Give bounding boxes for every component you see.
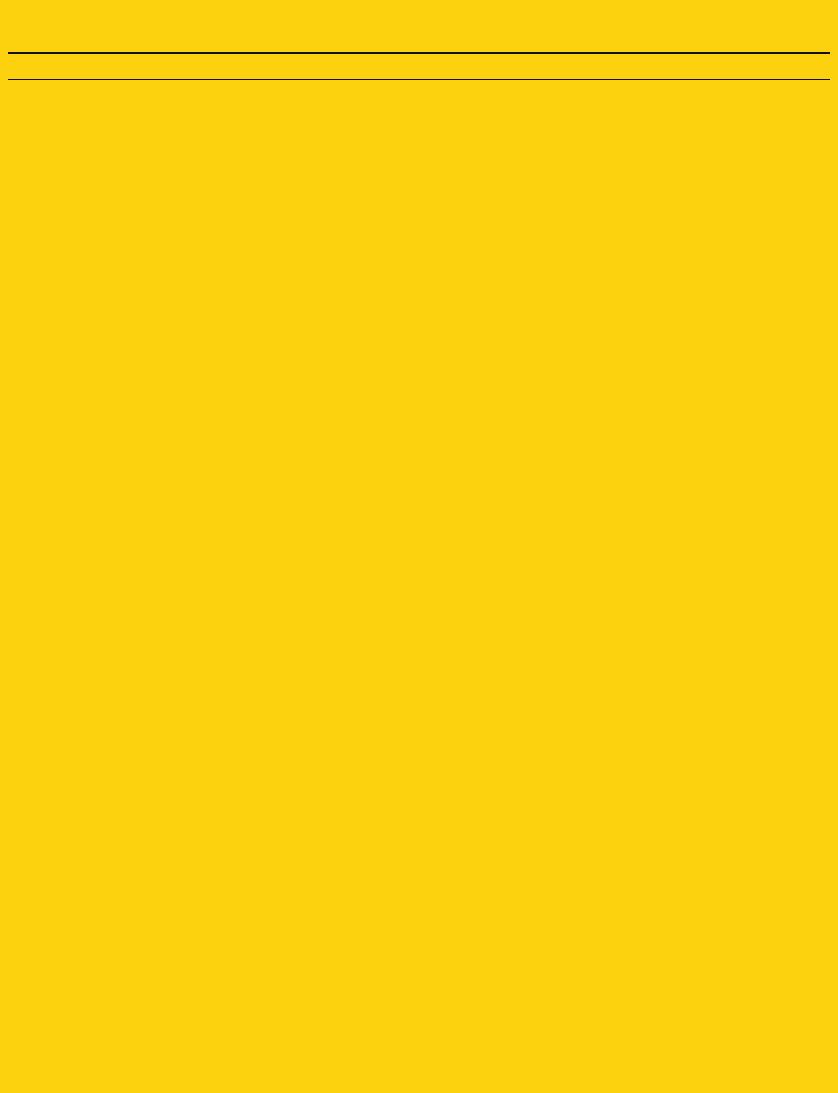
header-rule [8, 52, 830, 54]
page-header [8, 6, 26, 10]
pos-qty-header [10, 81, 15, 107]
section-heading-upper [8, 58, 830, 60]
col-header-rule [8, 79, 830, 80]
